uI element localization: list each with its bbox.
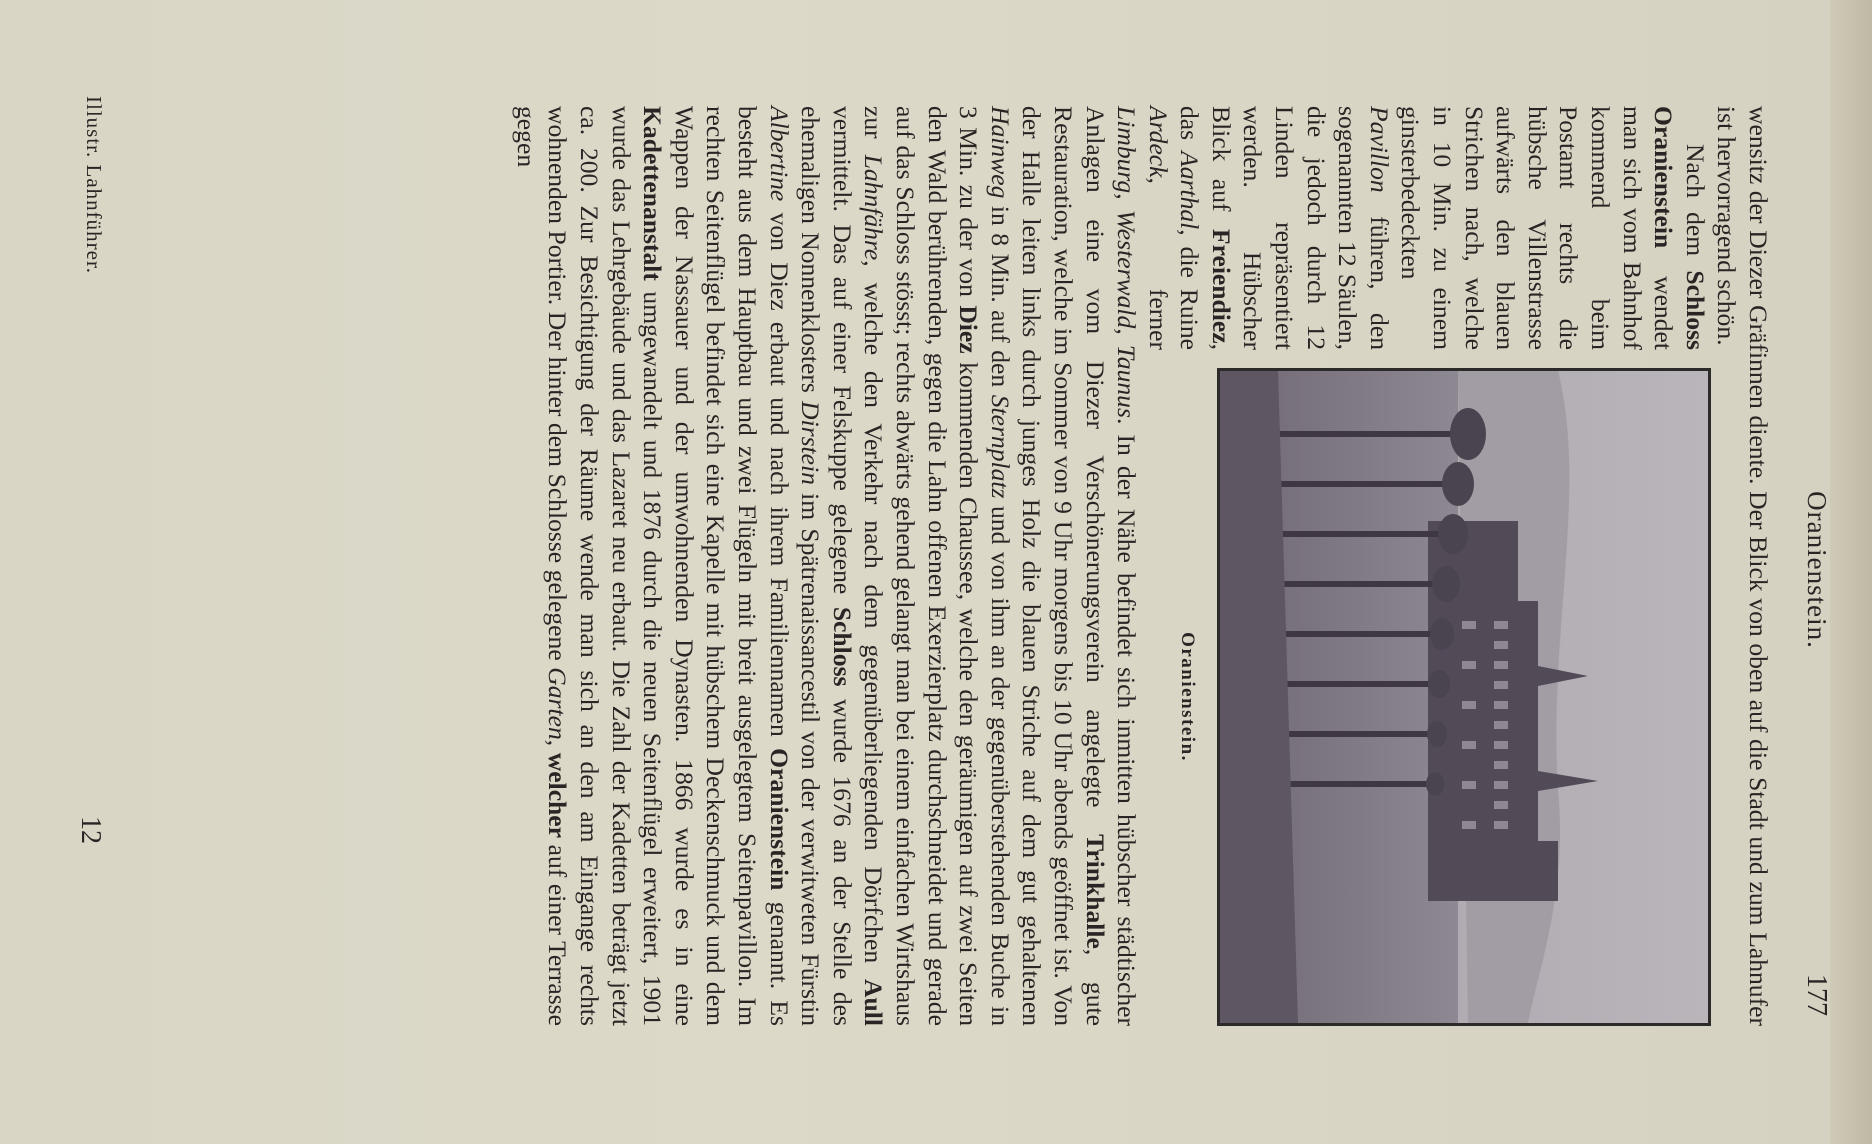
header-title: Oranienstein. — [1802, 491, 1832, 649]
paragraph-2-run: kommenden Chaussee, welche den geräumigen auf zwei Seiten den Wald berührenden, gegen die Lahn offenen Exerzierplatz durchschneidet und gerade auf das Schloss stösst; rechts abwärts gehend gelangt man bei einem einfachen Wirtshaus zur — [859, 106, 984, 1026]
paragraph-2-run: Pavillon — [1364, 106, 1394, 193]
paragraph-2-run: Aarthal — [1175, 151, 1205, 230]
paragraph-2-run: Limburg — [1112, 106, 1142, 194]
castle-photo — [1217, 368, 1711, 1026]
paragraph-2-run: Westerwald — [1112, 209, 1142, 329]
body-text — [510, 106, 1774, 1026]
paragraph-2-run: , — [1112, 328, 1142, 345]
paragraph-2-run: Freiendiez — [1206, 228, 1236, 344]
paragraph-2-run: Oranienstein — [764, 748, 794, 891]
paragraph-2-run: Ardeck — [1143, 106, 1173, 178]
paragraph-2-run: . In der Nähe befindet sich inmitten hübscher städtischer Anlagen eine vom Diezer Verschönerungsverein angelegte — [1080, 106, 1142, 1026]
paragraph-2-run: , — [1112, 193, 1142, 210]
paragraph-2-run: im Spätrenaissancestil von der verwitweten Fürstin — [796, 484, 826, 1026]
paragraph-2-run: Lahnfähre — [859, 154, 889, 261]
paragraph-2-run: , — [543, 739, 573, 753]
paragraph-1 — [1711, 106, 1774, 1026]
paragraph-2-run: , ferner — [1143, 177, 1173, 350]
paragraph-2-run: von Diez erbaut und nach ihrem Familiennamen — [764, 201, 794, 749]
paragraph-2-run: Trinkhalle — [1080, 834, 1110, 949]
paragraph-2-run: in 8 Min. auf den — [985, 198, 1015, 395]
paragraph-2-run: Schloss Oranienstein — [1649, 106, 1710, 350]
footer-source: Illustr. Lahnführer. — [82, 96, 106, 275]
signature-mark: 12 — [75, 816, 106, 844]
paragraph-2-run: genannt. Es besteht aus dem Hauptbau und zwei Flügeln mit breit ausgelegtem Seitenpavillon. Im rechten Seitenflügel befindet sich eine Kapelle mit hübschem Deckenschmuck und dem Wappen der Nassauer und der umwohnenden Dynasten. 1866 wurde es in eine — [669, 106, 794, 1027]
paragraph-2-run: Garten — [543, 667, 573, 740]
paragraph-2-run: , das — [1175, 106, 1236, 350]
paragraph-2-run: umgewandelt und 1876 durch die neuen Seitenflügel erweitert, 1901 wurde das Lehrgebäude und das Lazaret neu erbaut. Die Zahl der Kadetten beträgt jetzt ca. 200. Zur Besichtigung der Räume wende man sich an den am Eingange rechts wohnenden Portier. Der hinter dem Schlosse gelegene — [543, 106, 668, 1026]
footer — [66, 96, 106, 1016]
paragraph-2-run: Schloss — [827, 606, 857, 687]
paragraph-2-run: Hainweg — [985, 106, 1015, 199]
paragraph-2-run: und von ihm an der gegenüberstehenden Buche in 3 Min. zu der von — [954, 106, 1015, 1026]
paragraph-2-run: , die Ruine — [1175, 229, 1205, 350]
figure-caption: Oranienstein. — [1176, 632, 1198, 762]
paragraph-2-run: Kadettenanstalt — [638, 106, 668, 281]
paragraph-2-run: , gute Restauration, welche im Sommer von 9 Uhr morgens bis 10 Uhr abends geöffnet ist. Von der Halle leiten links durch junges Holz die blauen Striche auf dem gut gehaltenen — [1017, 106, 1110, 1026]
paragraph-2-run: welcher — [543, 752, 573, 839]
paragraph-2-run: Dirstein — [796, 401, 826, 485]
paragraph-2-run: wurde 1676 an der Stelle des ehemaligen Nonnenklosters — [796, 106, 857, 1027]
paragraph-2-run: Diez — [954, 305, 984, 354]
paragraph-2-run: auf einer Terrasse gegen — [511, 106, 573, 1026]
paragraph-2-run: führen, den sogenannten 12 Säulen, die jedoch durch 12 Linden repräsentiert werden. Hübscher Blick auf — [1206, 106, 1394, 350]
running-header — [1792, 130, 1832, 1016]
paragraph-2-run: , welche den Verkehr nach dem gegenüberliegenden Dörfchen — [859, 260, 889, 980]
castle-photo-drawing — [1220, 371, 1708, 1023]
paragraph-2-run: Nach dem — [1680, 144, 1710, 271]
paragraph-2-run: wendet man sich vom Bahnhof kommend beim Postamt rechts die hübsche Villenstrasse aufwärts den blauen Strichen nach, welche in 10 Min. zu einem ginsterbedeckten — [1396, 106, 1679, 350]
paragraph-2-run: Sternplatz — [985, 394, 1015, 499]
paragraph-2-run: vermittelt. Das auf einer Felskuppe gelegene — [827, 106, 857, 607]
paragraph-2-run: Taunus — [1112, 344, 1142, 418]
paragraph-1-run: wensitz der Diezer Gräfinnen diente. Der Blick von oben auf die Stadt und zum Lahnufer ist hervorragend schön. — [1712, 106, 1773, 1026]
page-number: 177 — [1801, 974, 1832, 1016]
figure — [1163, 368, 1711, 1026]
paragraph-2-run: Albertine — [764, 106, 794, 202]
paragraph-2-run: Aull — [859, 979, 889, 1026]
